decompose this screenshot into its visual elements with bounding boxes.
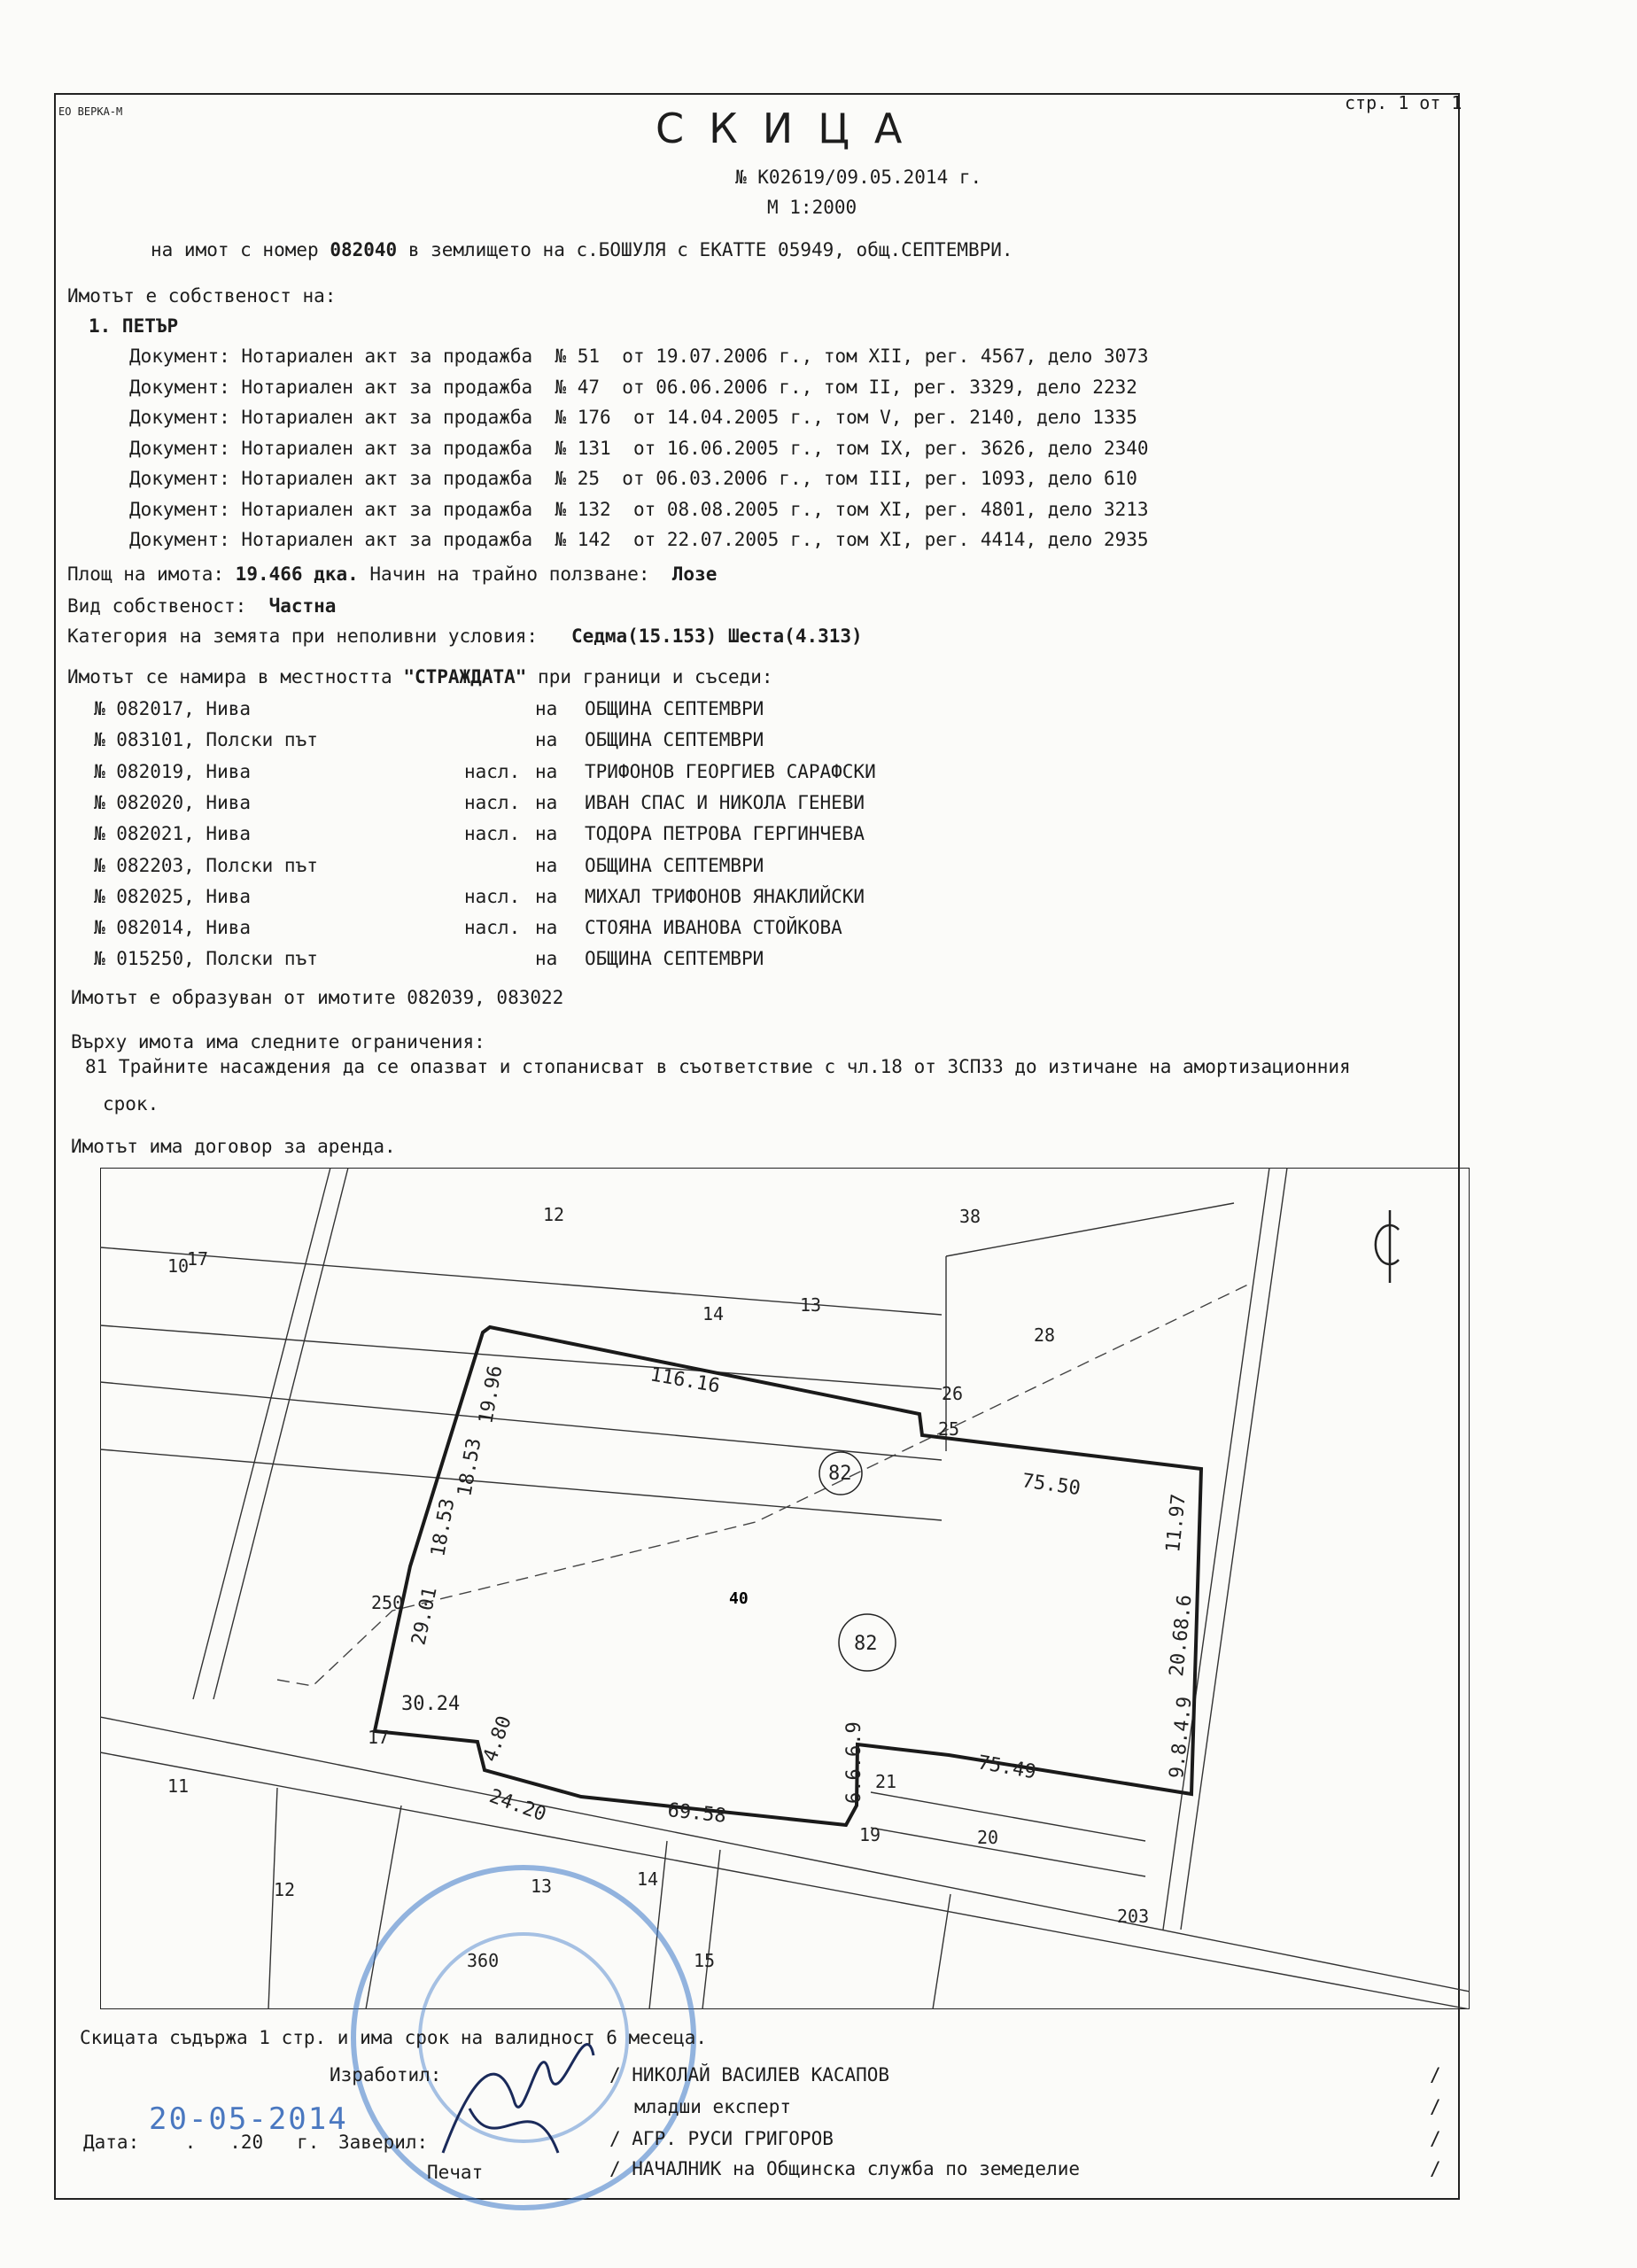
page-number: стр. 1 от 1 [1345, 92, 1462, 113]
neighbor-parcel-label: 11 [167, 1775, 190, 1797]
document-number: № K02619/09.05.2014 г. [735, 167, 982, 188]
ownership-document: Документ: Нотариален акт за продажба № 176 от 14.04.2005 г., том V, рег. 2140, дело 1335 [129, 407, 1137, 428]
dimension-label: 6.6.6.9 [843, 1721, 865, 1804]
neighbor-parcel-label: 17 [187, 1248, 209, 1270]
date-label: Дата: [83, 2132, 140, 2153]
neighbor-parcel-label: 10 [167, 1255, 190, 1277]
dimension-label: 69.58 [666, 1799, 727, 1828]
ownership-document: Документ: Нотариален акт за продажба № 132 от 08.08.2005 г., том XI, рег. 4801, дело 3213 [129, 498, 1149, 520]
neighbor-na: на [535, 791, 558, 813]
formed-from: Имотът е образуван от имотите 082039, 083022 [71, 987, 564, 1008]
neighbor-heirs: насл. [464, 823, 521, 845]
ownership-document: Документ: Нотариален акт за продажба № 25 от 06.03.2006 г., том III, рег. 1093, дело 610 [129, 468, 1137, 489]
neighbor-parcel-label: 28 [1034, 1324, 1056, 1346]
neighbor-parcel-label: 13 [800, 1294, 822, 1316]
dimension-label: 75.49 [975, 1751, 1038, 1784]
neighbor-owner: ТРИФОНОВ ГЕОРГИЕВ САРАФСКИ [585, 760, 876, 782]
dimension-label: 9.8.4.9 [1166, 1695, 1197, 1780]
signature-slash: / [1430, 2096, 1441, 2117]
neighbor-parcel: № 082021, Нива [94, 823, 252, 845]
validity-note: Скицата съдържа 1 стр. и има срок на валидност 6 месеца. [80, 2027, 708, 2048]
neighbor-parcel: № 082019, Нива [94, 760, 252, 782]
dimension-labels [401, 1363, 1197, 1828]
neighbor-na: на [535, 729, 558, 751]
restriction-item: 81 Трайните насаждения да се опазват и стопанисват в съответствие с чл.18 от ЗСПЗЗ до изтичане на амортизационния [85, 1056, 1351, 1077]
dimension-label: 30.24 [401, 1693, 461, 1715]
category-line: Категория на земята при неполивни условия: Седма(15.153) Шеста(4.313) [67, 625, 863, 647]
dimension-label: 116.16 [648, 1363, 722, 1398]
ownership-document: Документ: Нотариален акт за продажба № 47 от 06.06.2006 г., том II, рег. 3329, дело 2232 [129, 376, 1137, 398]
dimension-label: 75.50 [1020, 1470, 1082, 1501]
cadastral-map [100, 1168, 1470, 2009]
neighbor-na: на [535, 760, 558, 782]
neighbor-parcel-label: 14 [637, 1868, 659, 1890]
neighbor-na: на [535, 698, 558, 719]
date-stamp: 20-05-2014 [149, 2101, 348, 2137]
neighbor-heirs: насл. [464, 885, 521, 907]
neighbor-owner: СТОЯНА ИВАНОВА СТОЙКОВА [585, 917, 842, 939]
neighbor-parcel-label: 20 [977, 1827, 999, 1848]
prepared-name: / НИКОЛАЙ ВАСИЛЕВ КАСАПОВ [609, 2064, 890, 2085]
neighbor-owner: ИВАН СПАС И НИКОЛА ГЕНЕВИ [585, 791, 865, 813]
certified-title: / НАЧАЛНИК на Общинска служба по земеделие [609, 2158, 1081, 2179]
neighbor-parcel-label: 25 [938, 1418, 960, 1440]
neighbor-na: на [535, 823, 558, 845]
neighbor-heirs: насл. [464, 917, 521, 939]
neighbor-parcel-label: 250 [371, 1592, 404, 1613]
parcel-number: 40 [729, 1589, 749, 1608]
neighbor-owner: ОБЩИНА СЕПТЕМВРИ [585, 698, 764, 719]
ownership-document: Документ: Нотариален акт за продажба № 131 от 16.06.2005 г., том IX, рег. 3626, дело 2340 [129, 437, 1149, 459]
dimension-label: 24.20 [485, 1785, 549, 1827]
owners-label: Имотът е собственост на: [67, 285, 337, 307]
dimension-label: 19.96 [475, 1363, 508, 1426]
soil-category-label: 82 [854, 1633, 878, 1655]
neighbor-parcel: № 082203, Полски път [94, 854, 318, 876]
neighbor-owner: ОБЩИНА СЕПТЕМВРИ [585, 854, 764, 876]
neighbor-parcel-label: 13 [531, 1876, 553, 1897]
neighbor-parcel-label: 14 [702, 1303, 725, 1324]
seal-label: Печат [427, 2162, 484, 2183]
ownership-document: Документ: Нотариален акт за продажба № 51 от 19.07.2006 г., том XII, рег. 4567, дело 3073 [129, 346, 1149, 367]
restrictions-label: Върху имота има следните ограничения: [71, 1031, 485, 1052]
neighbor-parcel-label: 12 [274, 1879, 296, 1900]
area-line: Площ на имота: 19.466 дка. Начин на трайно ползване: Лозе [67, 563, 718, 585]
signature-slash: / [1430, 2064, 1441, 2085]
map-border [100, 1168, 1470, 2009]
neighbor-owner: МИХАЛ ТРИФОНОВ ЯНАКЛИЙСКИ [585, 885, 865, 907]
neighbor-parcel: № 083101, Полски път [94, 729, 318, 751]
neighbor-parcel-label: 360 [467, 1950, 500, 1971]
neighbor-na: на [535, 948, 558, 970]
dimension-label: 18.53 [454, 1436, 486, 1499]
neighbor-parcel-label: 19 [859, 1824, 881, 1845]
prepared-title: младши експерт [634, 2096, 792, 2117]
neighbor-parcel-label: 26 [942, 1383, 964, 1404]
neighbor-owner: ОБЩИНА СЕПТЕМВРИ [585, 729, 764, 751]
date-blank: . .20 г. [174, 2132, 320, 2153]
neighbor-parcel-label: 38 [959, 1206, 981, 1227]
dimension-label: 18.53 [427, 1496, 460, 1559]
neighbor-parcel: № 082020, Нива [94, 791, 252, 813]
neighbor-boundaries [100, 1168, 1470, 2009]
soil-category-label: 82 [828, 1463, 852, 1485]
certified-label: Заверил: [338, 2132, 429, 2153]
neighbor-heirs: насл. [464, 791, 521, 813]
neighbor-labels [167, 1204, 1149, 1971]
neighbor-parcel: № 082025, Нива [94, 885, 252, 907]
neighbor-parcel-label: 203 [1117, 1906, 1150, 1927]
document-title: СКИЦА [656, 105, 927, 152]
neighbor-parcel: № 082014, Нива [94, 917, 252, 939]
neighbor-parcel: № 082017, Нива [94, 698, 252, 719]
neighbor-heirs: насл. [464, 760, 521, 782]
dimension-label: 29.01 [407, 1585, 442, 1648]
dimension-label: 4.80 [479, 1713, 516, 1766]
signature-slash: / [1430, 2128, 1441, 2149]
signature-slash: / [1430, 2158, 1441, 2179]
neighbor-na: на [535, 885, 558, 907]
location-line: Имотът се намира в местността "СТРАЖДАТА" при граници и съседи: [67, 666, 773, 687]
neighbor-parcel-label: 15 [694, 1950, 716, 1971]
neighbor-parcel-label: 21 [875, 1771, 897, 1792]
neighbor-na: на [535, 854, 558, 876]
neighbor-owner: ТОДОРА ПЕТРОВА ГЕРГИНЧЕВА [585, 823, 865, 845]
prepared-label: Изработил: [330, 2064, 442, 2085]
neighbor-parcel: № 015250, Полски път [94, 948, 318, 970]
neighbor-na: на [535, 917, 558, 939]
neighbor-owner: ОБЩИНА СЕПТЕМВРИ [585, 948, 764, 970]
dimension-label: 11.97 [1162, 1493, 1191, 1554]
publisher-mark: ЕО ВЕРКА-М [58, 105, 123, 118]
neighbor-parcel-label: 17 [368, 1727, 390, 1748]
neighbor-parcel-label: 12 [543, 1204, 565, 1225]
restriction-item-cont: срок. [103, 1093, 159, 1115]
lease-note: Имотът има договор за аренда. [71, 1136, 396, 1157]
certified-name: / АГР. РУСИ ГРИГОРОВ [609, 2128, 834, 2149]
dimension-label: 20.68.6 [1166, 1593, 1197, 1678]
property-id: 082040 [330, 239, 398, 260]
ownership-line: Вид собственост: Частна [67, 595, 337, 617]
north-arrow-icon [1376, 1210, 1399, 1283]
ownership-document: Документ: Нотариален акт за продажба № 142 от 22.07.2005 г., том XI, рег. 4414, дело 2935 [129, 529, 1149, 550]
intro-line: на имот с номер 082040 в землището на с.БОШУЛЯ с ЕКАТТЕ 05949, общ.СЕПТЕМВРИ. [151, 239, 1013, 260]
map-scale: М 1:2000 [767, 197, 857, 218]
owner-name: 1. ПЕТЪР [89, 315, 179, 337]
